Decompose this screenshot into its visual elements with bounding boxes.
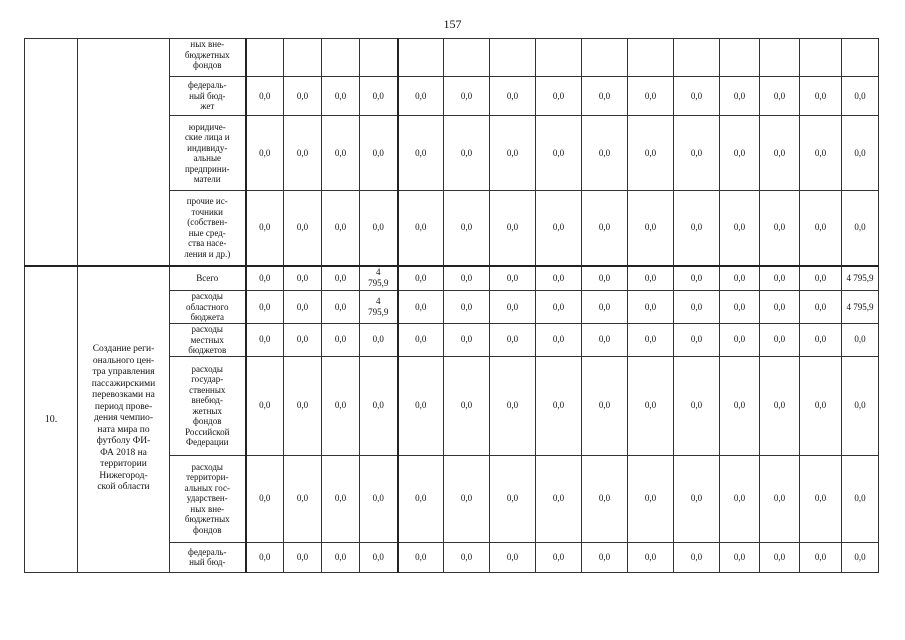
value-cell: 0,0	[720, 356, 760, 455]
value-cell: 0,0	[674, 266, 720, 291]
value-cell: 0,0	[398, 291, 444, 324]
value-cell: 0,0	[536, 291, 582, 324]
funding-source-cell: федераль- ный бюд-	[170, 542, 246, 572]
value-cell	[720, 39, 760, 77]
value-cell: 0,0	[284, 291, 322, 324]
value-cell: 0,0	[628, 77, 674, 116]
table-row	[25, 39, 879, 77]
value-cell	[582, 39, 628, 77]
value-cell: 0,0	[284, 356, 322, 455]
value-cell: 0,0	[322, 191, 360, 266]
value-cell: 0,0	[398, 324, 444, 357]
value-cell: 0,0	[398, 356, 444, 455]
value-cell: 0,0	[284, 266, 322, 291]
value-cell: 0,0	[800, 356, 842, 455]
value-cell	[284, 39, 322, 77]
value-cell: 0,0	[760, 455, 800, 542]
value-cell: 0,0	[490, 116, 536, 191]
funding-source-cell: расходы территори- альных гос- ударствен- ных вне- бюджетных фондов	[170, 455, 246, 542]
value-cell: 0,0	[284, 77, 322, 116]
value-cell: 0,0	[360, 356, 398, 455]
value-cell: 0,0	[760, 266, 800, 291]
measure-title: Создание реги- онального цен- тра управления пассажирскими перевозками на период прове- дения чемпио- ната мира по футболу ФИ- ФА 2018 на территории Нижегород- ской области	[78, 266, 170, 573]
page-number: 157	[443, 17, 462, 31]
funding-source-cell: расходы областного бюджета	[170, 291, 246, 324]
total-value-cell: 0,0	[842, 116, 879, 191]
value-cell: 0,0	[536, 356, 582, 455]
value-cell	[490, 39, 536, 77]
value-cell: 0,0	[490, 191, 536, 266]
value-cell: 4 795,9	[360, 266, 398, 291]
value-cell: 0,0	[674, 324, 720, 357]
value-cell: 0,0	[582, 542, 628, 572]
value-cell: 0,0	[536, 542, 582, 572]
value-cell: 0,0	[582, 266, 628, 291]
value-cell: 0,0	[398, 116, 444, 191]
value-cell: 0,0	[582, 291, 628, 324]
value-cell: 0,0	[628, 266, 674, 291]
value-cell: 0,0	[398, 77, 444, 116]
value-cell	[444, 39, 490, 77]
value-cell: 0,0	[246, 324, 284, 357]
value-cell: 0,0	[582, 356, 628, 455]
value-cell: 0,0	[536, 455, 582, 542]
value-cell: 0,0	[800, 191, 842, 266]
value-cell: 0,0	[760, 324, 800, 357]
value-cell: 0,0	[720, 116, 760, 191]
value-cell: 0,0	[628, 455, 674, 542]
value-cell: 0,0	[800, 77, 842, 116]
value-cell: 0,0	[628, 116, 674, 191]
value-cell: 0,0	[444, 266, 490, 291]
value-cell: 0,0	[444, 116, 490, 191]
value-cell: 0,0	[760, 542, 800, 572]
value-cell: 0,0	[536, 116, 582, 191]
value-cell: 0,0	[628, 191, 674, 266]
value-cell: 0,0	[284, 116, 322, 191]
value-cell	[398, 39, 444, 77]
table-row	[25, 266, 879, 291]
value-cell	[536, 39, 582, 77]
value-cell: 0,0	[360, 191, 398, 266]
value-cell: 0,0	[536, 77, 582, 116]
value-cell: 0,0	[720, 77, 760, 116]
total-value-cell: 4 795,9	[842, 291, 879, 324]
value-cell: 0,0	[582, 455, 628, 542]
value-cell: 0,0	[246, 191, 284, 266]
value-cell: 0,0	[322, 542, 360, 572]
value-cell: 0,0	[246, 116, 284, 191]
value-cell: 0,0	[322, 77, 360, 116]
value-cell: 0,0	[760, 291, 800, 324]
total-value-cell: 0,0	[842, 356, 879, 455]
total-value-cell: 0,0	[842, 191, 879, 266]
value-cell: 0,0	[674, 356, 720, 455]
value-cell	[246, 39, 284, 77]
value-cell	[322, 39, 360, 77]
value-cell: 0,0	[284, 455, 322, 542]
value-cell: 0,0	[800, 455, 842, 542]
value-cell: 0,0	[582, 77, 628, 116]
value-cell	[628, 39, 674, 77]
total-value-cell: 0,0	[842, 542, 879, 572]
value-cell: 0,0	[760, 77, 800, 116]
value-cell: 0,0	[536, 324, 582, 357]
funding-source-cell: Всего	[170, 266, 246, 291]
value-cell: 0,0	[490, 542, 536, 572]
value-cell: 0,0	[284, 542, 322, 572]
value-cell: 0,0	[760, 116, 800, 191]
value-cell: 0,0	[490, 324, 536, 357]
value-cell: 0,0	[246, 291, 284, 324]
value-cell: 0,0	[674, 542, 720, 572]
value-cell: 0,0	[582, 116, 628, 191]
value-cell: 0,0	[246, 455, 284, 542]
total-value-cell: 0,0	[842, 455, 879, 542]
value-cell: 0,0	[444, 324, 490, 357]
value-cell: 0,0	[800, 542, 842, 572]
total-value-cell: 0,0	[842, 324, 879, 357]
value-cell	[760, 39, 800, 77]
value-cell: 0,0	[444, 291, 490, 324]
value-cell: 4 795,9	[360, 291, 398, 324]
funding-source-cell: ных вне- бюджетных фондов	[170, 39, 246, 77]
value-cell: 0,0	[628, 324, 674, 357]
value-cell: 0,0	[674, 116, 720, 191]
value-cell: 0,0	[246, 266, 284, 291]
value-cell: 0,0	[322, 324, 360, 357]
section-number: 10.	[25, 266, 78, 573]
value-cell: 0,0	[800, 116, 842, 191]
value-cell: 0,0	[246, 356, 284, 455]
value-cell: 0,0	[360, 455, 398, 542]
funding-source-cell: расходы местных бюджетов	[170, 324, 246, 357]
value-cell: 0,0	[720, 455, 760, 542]
value-cell: 0,0	[674, 191, 720, 266]
total-value-cell: 4 795,9	[842, 266, 879, 291]
section-number	[25, 39, 78, 266]
value-cell: 0,0	[490, 77, 536, 116]
budget-table	[24, 38, 879, 573]
value-cell: 0,0	[490, 455, 536, 542]
value-cell: 0,0	[398, 266, 444, 291]
value-cell: 0,0	[360, 542, 398, 572]
value-cell: 0,0	[536, 266, 582, 291]
value-cell: 0,0	[760, 191, 800, 266]
value-cell: 0,0	[444, 542, 490, 572]
value-cell: 0,0	[720, 291, 760, 324]
value-cell: 0,0	[360, 324, 398, 357]
value-cell: 0,0	[322, 455, 360, 542]
value-cell: 0,0	[398, 542, 444, 572]
value-cell: 0,0	[246, 542, 284, 572]
value-cell: 0,0	[490, 356, 536, 455]
value-cell: 0,0	[444, 191, 490, 266]
value-cell: 0,0	[246, 77, 284, 116]
total-value-cell	[842, 39, 879, 77]
value-cell: 0,0	[322, 266, 360, 291]
value-cell: 0,0	[444, 356, 490, 455]
value-cell: 0,0	[800, 324, 842, 357]
value-cell	[800, 39, 842, 77]
value-cell: 0,0	[360, 77, 398, 116]
value-cell: 0,0	[674, 455, 720, 542]
funding-source-cell: юридиче- ские лица и индивиду- альные предприни- матели	[170, 116, 246, 191]
value-cell: 0,0	[720, 324, 760, 357]
value-cell: 0,0	[490, 291, 536, 324]
value-cell: 0,0	[398, 455, 444, 542]
value-cell: 0,0	[674, 77, 720, 116]
value-cell: 0,0	[398, 191, 444, 266]
value-cell: 0,0	[720, 542, 760, 572]
funding-source-cell: федераль- ный бюд- жет	[170, 77, 246, 116]
value-cell: 0,0	[582, 324, 628, 357]
value-cell: 0,0	[284, 191, 322, 266]
value-cell: 0,0	[720, 266, 760, 291]
value-cell: 0,0	[582, 191, 628, 266]
value-cell: 0,0	[674, 291, 720, 324]
measure-title	[78, 39, 170, 266]
value-cell: 0,0	[628, 356, 674, 455]
funding-source-cell: расходы государ- ственных внебюд- жетных фондов Российской Федерации	[170, 356, 246, 455]
value-cell: 0,0	[800, 291, 842, 324]
value-cell	[674, 39, 720, 77]
funding-source-cell: прочие ис- точники (собствен- ные сред- ства насе- ления и др.)	[170, 191, 246, 266]
value-cell: 0,0	[490, 266, 536, 291]
value-cell: 0,0	[628, 291, 674, 324]
value-cell: 0,0	[628, 542, 674, 572]
value-cell: 0,0	[444, 77, 490, 116]
value-cell: 0,0	[720, 191, 760, 266]
value-cell: 0,0	[322, 356, 360, 455]
value-cell: 0,0	[536, 191, 582, 266]
value-cell: 0,0	[760, 356, 800, 455]
value-cell: 0,0	[322, 116, 360, 191]
value-cell	[360, 39, 398, 77]
total-value-cell: 0,0	[842, 77, 879, 116]
value-cell: 0,0	[800, 266, 842, 291]
value-cell: 0,0	[284, 324, 322, 357]
value-cell: 0,0	[322, 291, 360, 324]
value-cell: 0,0	[444, 455, 490, 542]
value-cell: 0,0	[360, 116, 398, 191]
